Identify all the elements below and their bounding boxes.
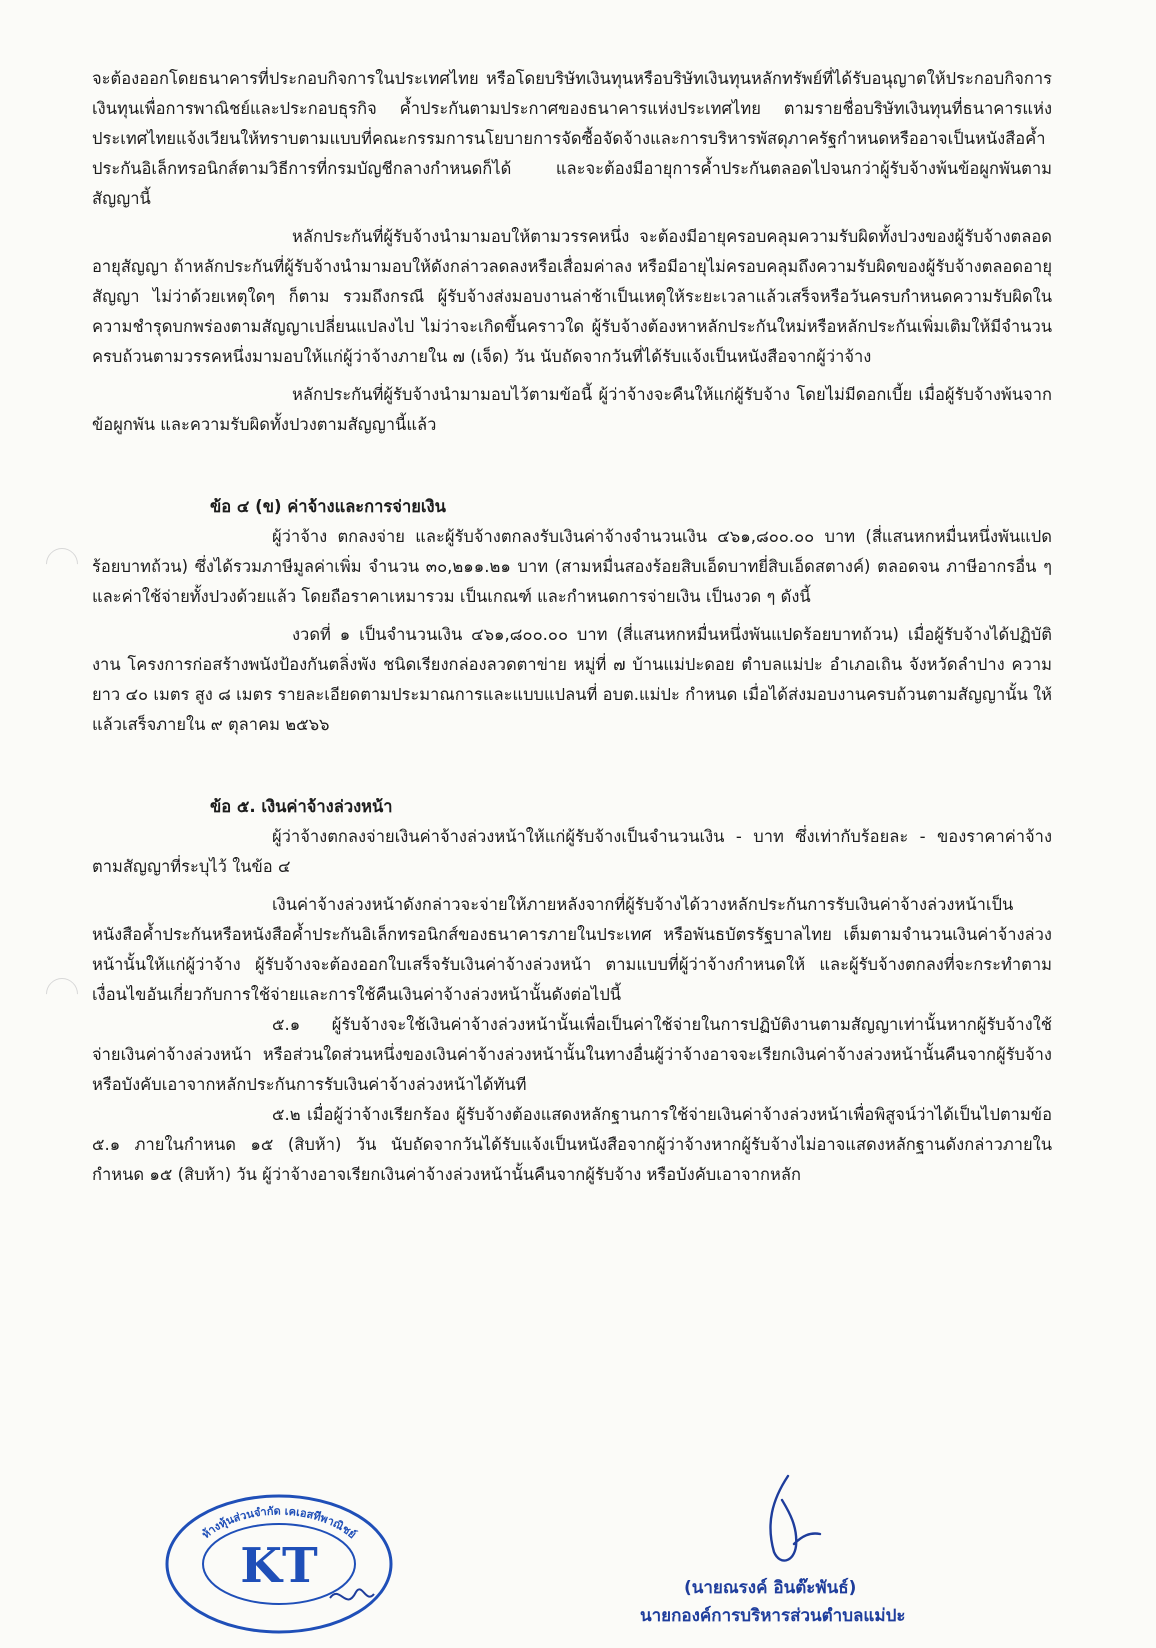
company-stamp-letters: KT — [240, 1538, 318, 1594]
signatory-name: (นายณรงค์ อินต๊ะพันธ์) — [684, 1578, 857, 1598]
handwritten-signature — [730, 1470, 840, 1570]
section-4-payment-terms: ผู้ว่าจ้าง ตกลงจ่าย และผู้รับจ้างตกลงรับเงินค่าจ้างจำนวนเงิน ๔๖๑,๘๐๐.๐๐ บาท (สี่แสนหกหมื่นหนึ่งพันแปดร้อยบาทถ้วน) ซึ่งได้รวมภาษีมูลค่าเพิ่ม จำนวน ๓๐,๒๑๑.๒๑ บาท (สามหมื่นสองร้อยสิบเอ็ดบาทยี่สิบเอ็ดสตางค์) ตลอดจน ภาษีอากรอื่น ๆ และค่าใช้จ่ายทั้งปวงด้วยแล้ว โดยถือราคาเหมารวม เป็นเกณฑ์ และกำหนดการจ่ายเงิน เป็นงวด ๆ ดังนี้ — [92, 527, 1052, 606]
signatory-title: นายกองค์การบริหารส่วนตำบลแม่ปะ — [640, 1606, 906, 1626]
section-5-heading: ข้อ ๕. เงินค่าจ้างล่วงหน้า — [210, 797, 393, 816]
section-4-installment-1: งวดที่ ๑ เป็นจำนวนเงิน ๔๖๑,๘๐๐.๐๐ บาท (สี่แสนหกหมื่นหนึ่งพันแปดร้อยบาทถ้วน) เมื่อผู้รับจ้างได้ปฏิบัติงาน โครงการก่อสร้างพนังป้องกันตลิ่งพัง ชนิดเรียงกล่องลวดตาข่าย หมู่ที่ ๗ บ้านแม่ปะดอย ตำบลแม่ปะ อำเภอเถิน จังหวัดลำปาง ความยาว ๔๐ เมตร สูง ๘ เมตร รายละเอียดตามประมาณการและแบบแปลนที่ อบต.แม่ปะ กำหนด เมื่อได้ส่งมอบงานครบถ้วนตามสัญญานั้น ให้แล้วเสร็จภายใน ๙ ตุลาคม ๒๕๖๖ — [92, 625, 1052, 734]
punch-hole-mark — [39, 541, 84, 586]
section-5-1-clause: ๕.๑ ผู้รับจ้างจะใช้เงินค่าจ้างล่วงหน้านั้นเพื่อเป็นค่าใช้จ่ายในการปฏิบัติงานตามสัญญาเท่านั้นหากผู้รับจ้างใช้จ่ายเงินค่าจ้างล่วงหน้า หรือส่วนใดส่วนหนึ่งของเงินค่าจ้างล่วงหน้านั้นในทางอื่นผู้ว่าจ้างอาจจะเรียกเงินค่าจ้างล่วงหน้านั้นคืนจากผู้รับจ้างหรือบังคับเอาจากหลักประกันการรับเงินค่าจ้างล่วงหน้าได้ทันที — [92, 1015, 1052, 1094]
paragraph-guarantee-return: หลักประกันที่ผู้รับจ้างนำมามอบไว้ตามข้อนี้ ผู้ว่าจ้างจะคืนให้แก่ผู้รับจ้าง โดยไม่มีดอกเบี้ย เมื่อผู้รับจ้างพ้นจากข้อผูกพัน และความรับผิดทั้งปวงตามสัญญานี้แล้ว — [92, 385, 1052, 434]
section-4-heading: ข้อ ๔ (ข) ค่าจ้างและการจ่ายเงิน — [210, 497, 446, 516]
company-stamp — [160, 1486, 398, 1636]
punch-hole-mark — [39, 971, 84, 1016]
signature-block — [600, 1470, 1040, 1648]
company-stamp-arc-text: ห้างหุ้นส่วนจำกัด เคเอสทีพาณิชย์ — [199, 1504, 359, 1542]
paragraph-guarantee-issuer: จะต้องออกโดยธนาคารที่ประกอบกิจการในประเทศไทย หรือโดยบริษัทเงินทุนหรือบริษัทเงินทุนหลักทรัพย์ที่ได้รับอนุญาตให้ประกอบกิจการเงินทุนเพื่อการพาณิชย์และประกอบธุรกิจ ค้ำประกันตามประกาศของธนาคารแห่งประเทศไทย ตามรายชื่อบริษัทเงินทุนที่ธนาคารแห่งประเทศไทยแจ้งเวียนให้ทราบตามแบบที่คณะกรรมการนโยบายการจัดซื้อจัดจ้างและการบริหารพัสดุภาครัฐกำหนดหรืออาจเป็นหนังสือค้ำประกันอิเล็กทรอนิกส์ตามวิธีการที่กรมบัญชีกลางกำหนดก็ได้ และจะต้องมีอายุการค้ำประกันตลอดไปจนกว่าผู้รับจ้างพ้นข้อผูกพันตามสัญญานี้ — [92, 69, 1052, 208]
paragraph-guarantee-coverage: หลักประกันที่ผู้รับจ้างนำมามอบให้ตามวรรคหนึ่ง จะต้องมีอายุครอบคลุมความรับผิดทั้งปวงของผู้รับจ้างตลอดอายุสัญญา ถ้าหลักประกันที่ผู้รับจ้างนำมามอบให้ดังกล่าวลดลงหรือเสื่อมค่าลง หรือมีอายุไม่ครอบคลุมถึงความรับผิดของผู้รับจ้างตลอดอายุสัญญา ไม่ว่าด้วยเหตุใดๆ ก็ตาม รวมถึงกรณี ผู้รับจ้างส่งมอบงานล่าช้าเป็นเหตุให้ระยะเวลาแล้วเสร็จหรือวันครบกำหนดความรับผิดในความชำรุดบกพร่องตามสัญญาเปลี่ยนแปลงไป ไม่ว่าจะเกิดขึ้นคราวใด ผู้รับจ้างต้องหาหลักประกันใหม่หรือหลักประกันเพิ่มเติมให้มีจำนวนครบถ้วนตามวรรคหนึ่งมามอบให้แก่ผู้ว่าจ้างภายใน ๗ (เจ็ด) วัน นับถัดจากวันที่ได้รับแจ้งเป็นหนังสือจากผู้ว่าจ้าง — [92, 227, 1052, 366]
company-stamp-seal — [160, 1486, 398, 1636]
section-5-advance-amount: ผู้ว่าจ้างตกลงจ่ายเงินค่าจ้างล่วงหน้าให้แก่ผู้รับจ้างเป็นจำนวนเงิน - บาท ซึ่งเท่ากับร้อยละ - ของราคาค่าจ้าง ตามสัญญาที่ระบุไว้ ในข้อ ๔ — [92, 827, 1052, 876]
section-5-2-clause: ๕.๒ เมื่อผู้ว่าจ้างเรียกร้อง ผู้รับจ้างต้องแสดงหลักฐานการใช้จ่ายเงินค่าจ้างล่วงหน้าเพื่อพิสูจน์ว่าได้เป็นไปตามข้อ ๕.๑ ภายในกำหนด ๑๕ (สิบห้า) วัน นับถัดจากวันได้รับแจ้งเป็นหนังสือจากผู้ว่าจ้างหากผู้รับจ้างไม่อาจแสดงหลักฐานดังกล่าวภายในกำหนด ๑๕ (สิบห้า) วัน ผู้ว่าจ้างอาจเรียกเงินค่าจ้างล่วงหน้านั้นคืนจากผู้รับจ้าง หรือบังคับเอาจากหลัก — [92, 1105, 1052, 1184]
document-body — [92, 64, 1052, 1190]
section-5-advance-conditions: เงินค่าจ้างล่วงหน้าดังกล่าวจะจ่ายให้ภายหลังจากที่ผู้รับจ้างได้วางหลักประกันการรับเงินค่าจ้างล่วงหน้าเป็นหนังสือค้ำประกันหรือหนังสือค้ำประกันอิเล็กทรอนิกส์ของธนาคารภายในประเทศ หรือพันธบัตรรัฐบาลไทย เต็มตามจำนวนเงินค่าจ้างล่วงหน้านั้นให้แก่ผู้ว่าจ้าง ผู้รับจ้างจะต้องออกใบเสร็จรับเงินค่าจ้างล่วงหน้า ตามแบบที่ผู้ว่าจ้างกำหนดให้ และผู้รับจ้างตกลงที่จะกระทำตามเงื่อนไขอันเกี่ยวกับการใช้จ่ายและการใช้คืนเงินค่าจ้างล่วงหน้านั้นดังต่อไปนี้ — [92, 895, 1052, 1004]
